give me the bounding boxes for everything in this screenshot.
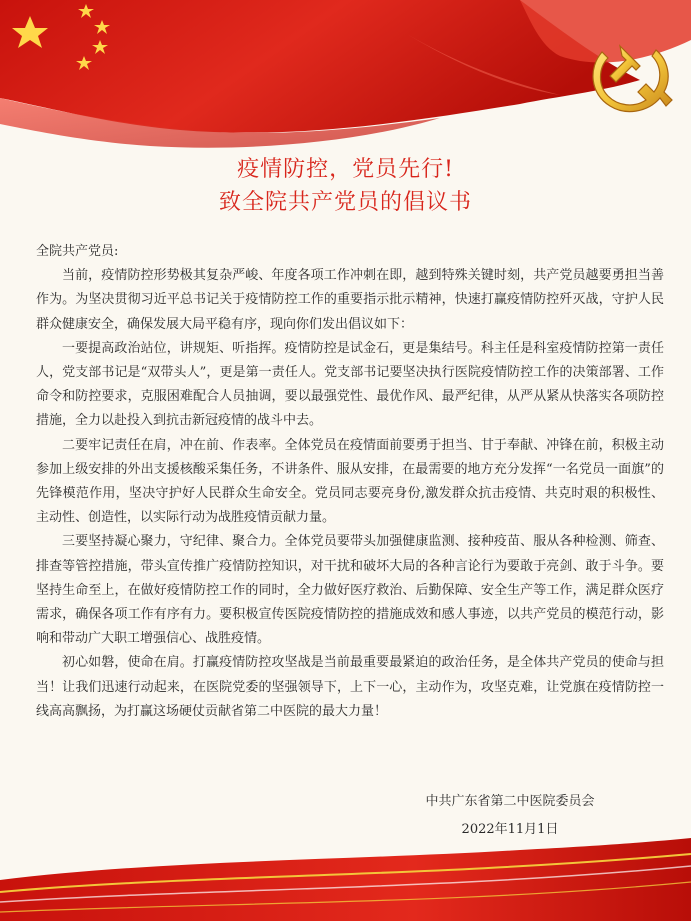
letter-body [36, 240, 664, 724]
salutation: 全院共产党员: [36, 244, 119, 259]
party-emblem-icon [580, 28, 676, 124]
signature-date: 2022年11月1日 [461, 822, 559, 837]
paragraph-point-3: 三要坚持凝心聚力，守纪律、聚合力。全体党员要带头加强健康监测、接种疫苗、服从各种检测、筛查、排查等管控措施，带头宣传推广疫情防控知识，对干扰和破坏大局的各种言论行为要敢于亮剑、敢于斗争。要坚持生命至上，在做好疫情防控工作的同时，全力做好医疗救治、后勤保障、安全生产等工作，满足群众医疗需求，确保各项工作有序有力。要积极宣传医院疫情防控的措施成效和感人事迹，以共产党员的模范行动，影响和带动广大职工增强信心、战胜疫情。 [36, 534, 664, 647]
paragraph-point-1: 一要提高政治站位，讲规矩、听指挥。疫情防控是试金石，更是集结号。科主任是科室疫情防控第一责任人，党支部书记是“双带头人”，更是第一责任人。党支部书记要坚决执行医院疫情防控工作的决策部署、工作命令和防控要求，克服困难配合人员抽调，要以最强党性、最优作风、最严纪律，从严从紧从快落实各项防控措施，全力以赴投入到抗击新冠疫情的战斗中去。 [36, 340, 664, 429]
signature-organization: 中共广东省第二中医院委员会 [425, 794, 595, 809]
paragraph-closing: 初心如磐，使命在肩。打赢疫情防控攻坚战是当前最重要最紧迫的政治任务，是全体共产党员的使命与担当！让我们迅速行动起来，在医院党委的坚强领导下，上下一心，主动作为，攻坚克难，让党旗在疫情防控一线高高飘扬，为打赢这场硬仗贡献省第二中医院的最大力量！ [36, 655, 664, 719]
title-line-2: 致全院共产党员的倡议书 [218, 190, 472, 215]
paragraph-intro: 当前，疫情防控形势极其复杂严峻、年度各项工作冲刺在即，越到特殊关键时刻，共产党员越要勇担当善作为。为坚决贯彻习近平总书记关于疫情防控工作的重要指示批示精神，快速打赢疫情防控歼灭战，守护人民群众健康安全，确保发展大局平稳有序，现向你们发出倡议如下： [36, 268, 664, 332]
title-line-1: 疫情防控，党员先行! [237, 157, 454, 182]
bottom-wave-decoration [0, 820, 691, 921]
paragraph-point-2: 二要牢记责任在肩，冲在前、作表率。全体党员在疫情面前要勇于担当、甘于奉献、冲锋在前，积极主动参加上级安排的外出支援核酸采集任务，不讲条件、服从安排，在最需要的地方充分发挥“一名党员一面旗”的先锋模范作用，坚决守护好人民群众生命安全。党员同志要亮身份,激发群众抗击疫情、共克时艰的积极性、主动性、创造性，以实际行动为战胜疫情贡献力量。 [36, 437, 664, 526]
